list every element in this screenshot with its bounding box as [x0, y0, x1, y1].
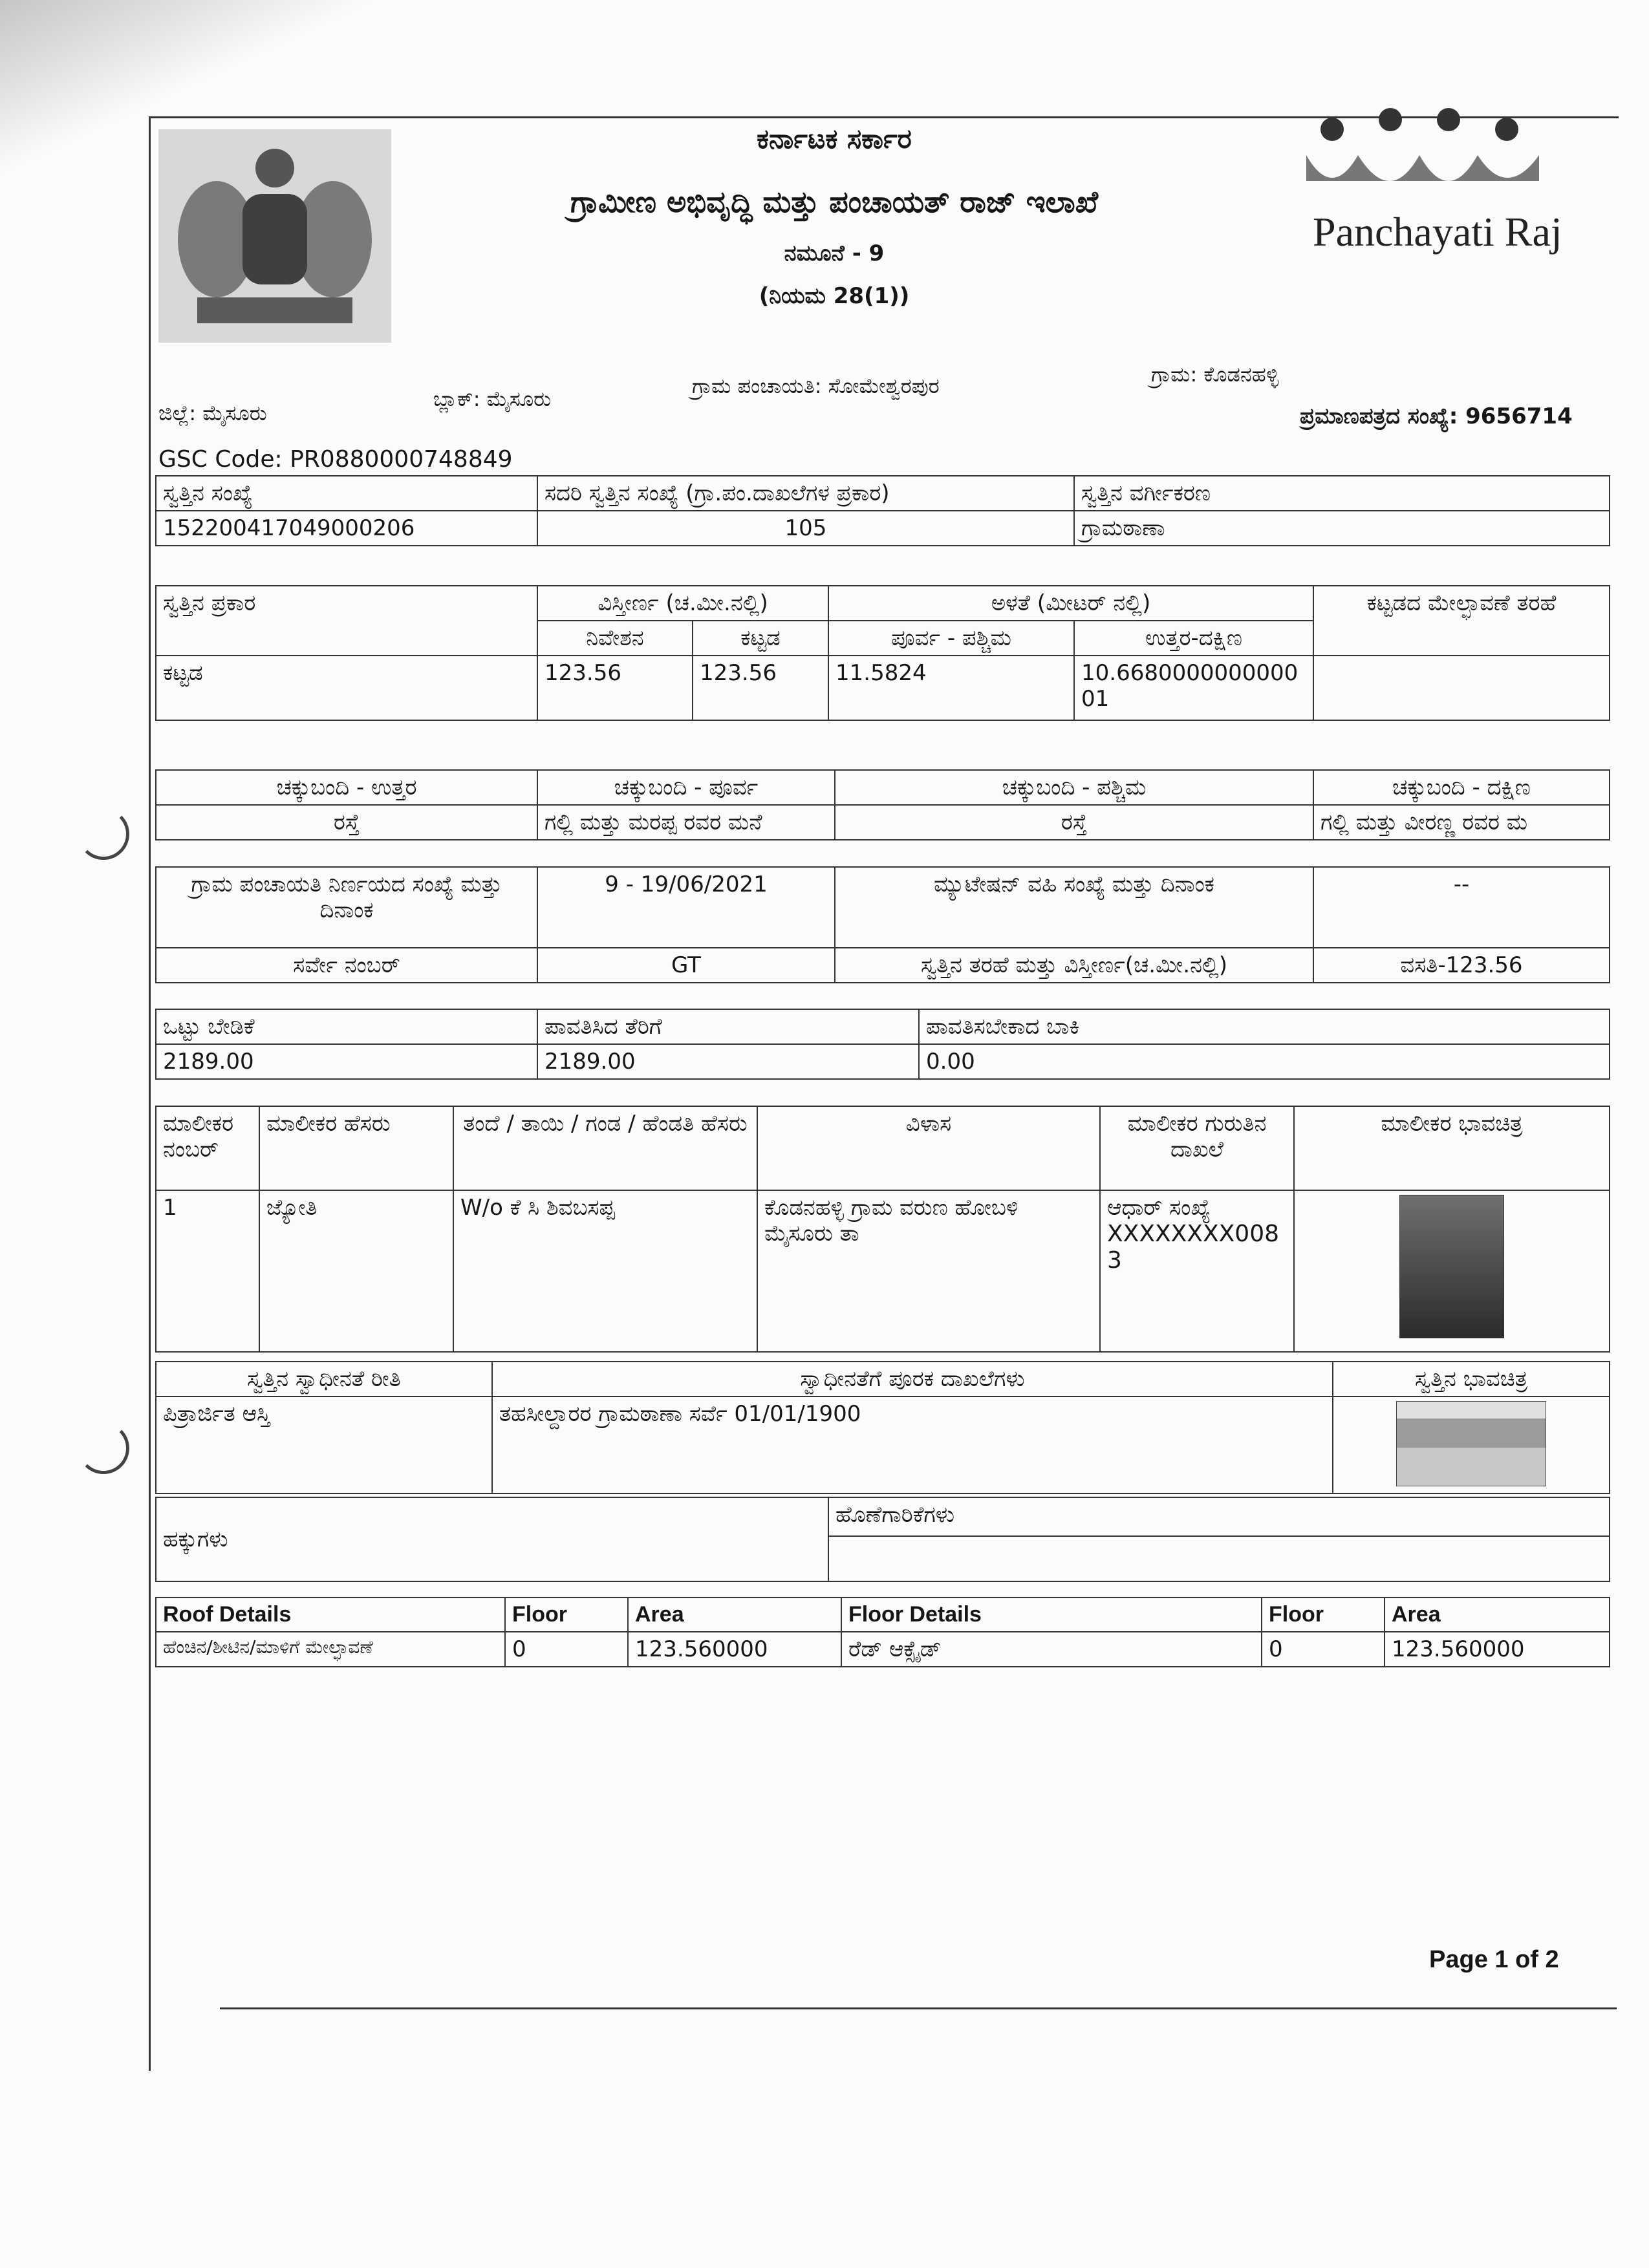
north-south-label: ಉತ್ತರ-ದಕ್ಷಿಣ [1074, 621, 1313, 656]
property-no-label: ಸ್ವತ್ತಿನ ಸಂಖ್ಯೆ [156, 476, 537, 511]
bottom-rule [220, 2007, 1617, 2009]
id-number: XXXXXXXX0083 [1107, 1221, 1280, 1274]
roof-area-label: Area [628, 1598, 841, 1632]
floor-area-label: Area [1385, 1598, 1610, 1632]
nature-value: ವಸತಿ-123.56 [1313, 948, 1610, 983]
mutation-value: -- [1313, 867, 1610, 948]
panchayati-raj-logo [1293, 103, 1571, 272]
gp-record-no-label: ಸದರಿ ಸ್ವತ್ತಿನ ಸಂಖ್ಯೆ (ಗ್ರಾ.ಪಂ.ದಾಖಲೆಗಳ ಪ್ರಕಾರ) [537, 476, 1074, 511]
north-boundary: ರಸ್ತೆ [156, 805, 537, 840]
owner-photo-cell [1294, 1190, 1610, 1352]
address-label: ವಿಳಾಸ [757, 1106, 1100, 1190]
total-demand-value: 2189.00 [156, 1044, 537, 1079]
form-number: ನಮೂನೆ - 9 [784, 241, 885, 266]
nature-label: ಸ್ವತ್ತಿನ ತರಹೆ ಮತ್ತು ವಿಸ್ತೀರ್ಣ(ಚ.ಮೀ.ನಲ್ಲಿ) [835, 948, 1313, 983]
page-number: Page 1 of 2 [1429, 1946, 1559, 1973]
rule-number: (ನಿಯಮ 28(1)) [759, 283, 910, 309]
rights-label: ಹಕ್ಕುಗಳು [156, 1497, 828, 1581]
floor-details-label: Floor Details [841, 1598, 1262, 1632]
punch-hole [78, 808, 129, 860]
east-boundary: ಗಲ್ಲಿ ಮತ್ತು ಮರಪ್ಪ ರವರ ಮನೆ [537, 805, 835, 840]
details-table [155, 1597, 1610, 1667]
liabilities-label: ಹೊಣೆಗಾರಿಕೆಗಳು [828, 1497, 1610, 1536]
tax-paid-value: 2189.00 [537, 1044, 919, 1079]
owner-name: ಜ್ಯೋತಿ [259, 1190, 453, 1352]
tax-table [155, 1009, 1610, 1080]
area-table [155, 585, 1610, 721]
floor-floor-label: Floor [1262, 1598, 1385, 1632]
east-boundary-label: ಚಕ್ಕುಬಂದಿ - ಪೂರ್ವ [537, 770, 835, 805]
resolution-value: 9 - 19/06/2021 [537, 867, 835, 948]
karnataka-emblem-icon [158, 129, 391, 343]
balance-due-label: ಪಾವತಿಸಬೇಕಾದ ಬಾಕಿ [919, 1009, 1610, 1044]
east-west-value: 11.5824 [828, 656, 1074, 720]
resolution-table [155, 866, 1610, 983]
building-label: ಕಟ್ಟಡ [693, 621, 828, 656]
government-title: ಕರ್ನಾಟಕ ಸರ್ಕಾರ [757, 123, 912, 155]
owner-photo-label: ಮಾಲೀಕರ ಭಾವಚಿತ್ರ [1294, 1106, 1610, 1190]
roof-type-value [1313, 656, 1610, 720]
roof-area: 123.560000 [628, 1632, 841, 1667]
survey-value: GT [537, 948, 835, 983]
south-boundary-label: ಚಕ್ಕುಬಂದಿ - ದಕ್ಷಿಣ [1313, 770, 1610, 805]
roof-details-label: Roof Details [156, 1598, 505, 1632]
punch-hole [78, 1422, 129, 1474]
classification-value: ಗ್ರಾಮಠಾಣಾ [1074, 511, 1610, 546]
owner-table [155, 1106, 1610, 1353]
relation-label: ತಂದೆ / ತಾಯಿ / ಗಂಡ / ಹೆಂಡತಿ ಹೆಸರು [453, 1106, 757, 1190]
property-photo-label: ಸ್ವತ್ತಿನ ಭಾವಚಿತ್ರ [1333, 1362, 1610, 1396]
rights-table [155, 1497, 1610, 1582]
roof-type: ಹೆಂಚಿನ/ಶೀಟಿನ/ಮಾಳಿಗೆ ಮೇಲ್ಛಾವಣೆ [156, 1632, 505, 1667]
gram-panchayat: ಗ್ರಾಮ ಪಂಚಾಯತಿ: ಸೋಮೇಶ್ವರಪುರ [692, 374, 940, 398]
property-no-value: 152200417049000206 [156, 511, 537, 546]
property-number-table [155, 475, 1610, 546]
type-label: ಸ್ವತ್ತಿನ ಪ್ರಕಾರ [156, 586, 537, 656]
possession-mode-label: ಸ್ವತ್ತಿನ ಸ್ವಾಧೀನತೆ ರೀತಿ [156, 1362, 492, 1396]
resolution-label: ಗ್ರಾಮ ಪಂಚಾಯತಿ ನಿರ್ಣಯದ ಸಂಖ್ಯೆ ಮತ್ತು ದಿನಾಂಕ [156, 867, 537, 948]
gsc-code: GSC Code: PR0880000748849 [158, 446, 513, 473]
boundary-table [155, 769, 1610, 840]
block: ಬ್ಲಾಕ್: ಮೈಸೂರು [433, 387, 552, 411]
site-area-value: 123.56 [537, 656, 693, 720]
site-label: ನಿವೇಶನ [537, 621, 693, 656]
owner-address: ಕೊಡನಹಳ್ಳಿ ಗ್ರಾಮ ವರುಣ ಹೋಬಳಿ ಮೈಸೂರು ತಾ [757, 1190, 1100, 1352]
dimension-label: ಅಳತೆ (ಮೀಟರ್ ನಲ್ಲಿ) [828, 586, 1313, 621]
roof-floor-label: Floor [505, 1598, 628, 1632]
west-boundary-label: ಚಕ್ಕುಬಂದಿ - ಪಶ್ಚಿಮ [835, 770, 1313, 805]
possession-docs: ತಹಸೀಲ್ದಾರರ ಗ್ರಾಮಠಾಣಾ ಸರ್ವೆ 01/01/1900 [492, 1396, 1333, 1493]
east-west-label: ಪೂರ್ವ - ಪಶ್ಚಿಮ [828, 621, 1074, 656]
classification-label: ಸ್ವತ್ತಿನ ವರ್ಗೀಕರಣ [1074, 476, 1610, 511]
tax-paid-label: ಪಾವತಿಸಿದ ತೆರಿಗೆ [537, 1009, 919, 1044]
building-area-value: 123.56 [693, 656, 828, 720]
owner-no: 1 [156, 1190, 259, 1352]
id-type: ಆಧಾರ್ ಸಂಖ್ಯೆ [1107, 1195, 1211, 1221]
total-demand-label: ಒಟ್ಟು ಬೇಡಿಕೆ [156, 1009, 537, 1044]
logo-text: Panchayati Raj [1313, 209, 1562, 255]
relation-name: W/o ಕೆ ಸಿ ಶಿವಬಸಪ್ಪ [453, 1190, 757, 1352]
north-boundary-label: ಚಕ್ಕುಬಂದಿ - ಉತ್ತರ [156, 770, 537, 805]
floor-area: 123.560000 [1385, 1632, 1610, 1667]
roof-type-label: ಕಟ್ಟಡದ ಮೇಲ್ಛಾವಣೆ ತರಹೆ [1313, 586, 1610, 656]
area-label: ವಿಸ್ತೀರ್ಣ (ಚ.ಮೀ.ನಲ್ಲಿ) [537, 586, 828, 621]
village: ಗ್ರಾಮ: ಕೊಡನಹಳ್ಳಿ [1151, 362, 1279, 387]
balance-due-value: 0.00 [919, 1044, 1610, 1079]
possession-mode: ಪಿತ್ರಾರ್ಜಿತ ಆಸ್ತಿ [156, 1396, 492, 1493]
mutation-label: ಮ್ಯುಟೇಷನ್ ವಹಿ ಸಂಖ್ಯೆ ಮತ್ತು ದಿನಾಂಕ [835, 867, 1313, 948]
owner-photo [1399, 1195, 1504, 1338]
property-photo-cell [1333, 1396, 1610, 1493]
floor-type: ರೆಡ್ ಆಕ್ಸೈಡ್ [841, 1632, 1262, 1667]
property-photo [1396, 1401, 1546, 1486]
identity-doc-label: ಮಾಲೀಕರ ಗುರುತಿನ ದಾಖಲೆ [1100, 1106, 1294, 1190]
identity-doc [1100, 1190, 1294, 1352]
owner-name-label: ಮಾಲೀಕರ ಹೆಸರು [259, 1106, 453, 1190]
roof-floor: 0 [505, 1632, 628, 1667]
department-title: ಗ್ರಾಮೀಣ ಅಭಿವೃದ್ಧಿ ಮತ್ತು ಪಂಚಾಯತ್ ರಾಜ್ ಇಲಾಖೆ [570, 184, 1098, 219]
floor-floor: 0 [1262, 1632, 1385, 1667]
owner-no-label: ಮಾಲೀಕರ ನಂಬರ್ [156, 1106, 259, 1190]
type-value: ಕಟ್ಟಡ [156, 656, 537, 720]
west-boundary: ರಸ್ತೆ [835, 805, 1313, 840]
possession-docs-label: ಸ್ವಾಧೀನತೆಗೆ ಪೂರಕ ದಾಖಲೆಗಳು [492, 1362, 1333, 1396]
liabilities-value [828, 1536, 1610, 1581]
north-south-value: 10.668000000000001 [1074, 656, 1313, 720]
survey-label: ಸರ್ವೇ ನಂಬರ್ [156, 948, 537, 983]
gp-record-no-value: 105 [537, 511, 1074, 546]
south-boundary: ಗಲ್ಲಿ ಮತ್ತು ವೀರಣ್ಣ ರವರ ಮ [1313, 805, 1610, 840]
certificate-number: ಪ್ರಮಾಣಪತ್ರದ ಸಂಖ್ಯೆ: 9656714 [1300, 403, 1573, 429]
district: ಜಿಲ್ಲೆ: ಮೈಸೂರು [158, 401, 267, 425]
possession-table [155, 1361, 1610, 1494]
